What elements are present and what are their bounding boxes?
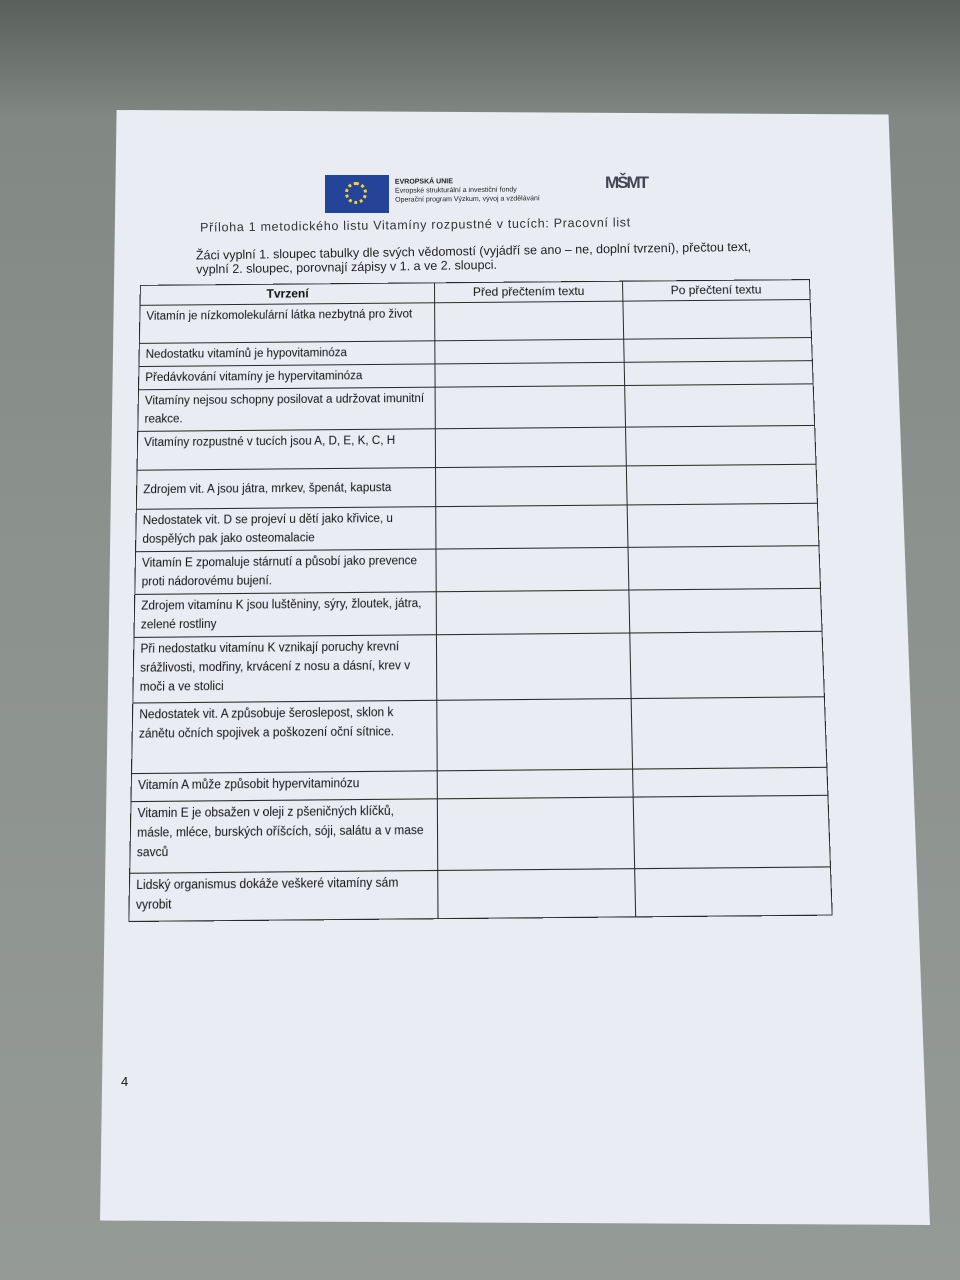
eu-line: Evropské strukturální a investiční fondy	[394, 186, 517, 195]
worksheet-table	[128, 279, 832, 922]
page-number: 4	[121, 1074, 129, 1089]
answer-after-cell[interactable]	[633, 795, 831, 868]
answer-before-cell[interactable]	[435, 362, 624, 387]
logo-strip	[325, 175, 655, 215]
answer-after-cell[interactable]	[627, 503, 819, 547]
eu-line: Operační program Výzkum, vývoj a vzdělávání	[395, 195, 540, 204]
worksheet-table-wrapper	[128, 279, 832, 919]
answer-before-cell[interactable]	[438, 869, 635, 919]
statement-cell: Nedostatek vit. A způsobuje šeroslepost, sklon k zánětu očních spojivek a poškození oční sítnice.	[132, 700, 438, 773]
answer-after-cell[interactable]	[631, 697, 827, 769]
answer-after-cell[interactable]	[623, 300, 812, 340]
answer-before-cell[interactable]	[436, 547, 628, 591]
answer-before-cell[interactable]	[436, 466, 627, 507]
eu-flag-icon	[325, 175, 389, 213]
instruction-text: Žáci vyplní 1. sloupec tabulky dle svých vědomostí (vyjádří se ano – ne, doplní tvrzení), přečtou text, vyplní 2. sloupec, porovnají zápisy v 1. a ve 2. sloupci.	[195, 239, 752, 277]
answer-after-cell[interactable]	[628, 546, 821, 590]
answer-before-cell[interactable]	[435, 339, 624, 364]
statement-cell: Vitamín E zpomaluje stárnutí a působí jako prevence proti nádorovému bujení.	[135, 549, 437, 594]
answer-before-cell[interactable]	[436, 505, 628, 549]
statement-cell: Vitamín je nízkomolekulární látka nezbytná pro život	[139, 303, 435, 344]
answer-before-cell[interactable]	[436, 427, 626, 467]
header-before-reading: Před přečtením textu	[435, 281, 623, 303]
eu-line: EVROPSKÁ UNIE	[394, 178, 453, 186]
statement-cell: Vitamin E je obsažen v oleji z pšeničných klíčků, másle, mléce, burských oříšcích, sóji, salátu a v mase savců	[130, 799, 438, 873]
answer-after-cell[interactable]	[632, 767, 828, 797]
page-title: Příloha 1 metodického listu Vitamíny rozpustné v tucích: Pracovní list	[199, 215, 631, 235]
eu-logo-text	[395, 176, 540, 205]
statement-cell: Lidský organismus dokáže veškeré vitamíny sám vyrobit	[129, 870, 439, 921]
statement-cell: Vitamín A může způsobit hypervitaminózu	[131, 771, 438, 802]
answer-before-cell[interactable]	[438, 797, 635, 870]
statement-cell: Nedostatek vit. D se projeví u dětí jako křivice, u dospělých pak jako osteomalacie	[136, 507, 437, 552]
answer-before-cell[interactable]	[437, 590, 630, 635]
statement-cell: Nedostatku vitamínů je hypovitaminóza	[139, 341, 435, 367]
answer-before-cell[interactable]	[437, 699, 632, 771]
statement-cell: Vitamíny rozpustné v tucích jsou A, D, E, K, C, H	[137, 429, 436, 470]
answer-before-cell[interactable]	[438, 769, 633, 799]
header-statement: Tvrzení	[140, 283, 435, 305]
answer-after-cell[interactable]	[624, 384, 814, 427]
answer-after-cell[interactable]	[629, 631, 824, 698]
statement-cell: Při nedostatku vitamínu K vznikají poruchy krevní srážlivosti, modřiny, krvácení z nosu a dásní, krev v moči a ve stolici	[133, 635, 437, 703]
answer-after-cell[interactable]	[629, 588, 822, 633]
desk-shadow	[0, 0, 960, 120]
answer-after-cell[interactable]	[623, 338, 812, 363]
answer-after-cell[interactable]	[634, 867, 832, 917]
answer-before-cell[interactable]	[435, 301, 623, 341]
statement-cell: Zdrojem vit. A jsou játra, mrkev, špenát, kapusta	[136, 468, 436, 510]
msmt-logo-icon: MŠMT	[605, 173, 648, 192]
header-after-reading: Po přečtení textu	[622, 280, 810, 302]
statement-cell: Předávkování vitamíny je hypervitaminóza	[139, 364, 436, 390]
answer-before-cell[interactable]	[435, 386, 625, 429]
answer-after-cell[interactable]	[626, 464, 817, 505]
answer-after-cell[interactable]	[624, 361, 813, 386]
statement-cell: Zdrojem vitamínu K jsou luštěniny, sýry, žloutek, játra, zelené rostliny	[134, 592, 437, 638]
statement-cell: Vitamíny nejsou schopny posilovat a udržovat imunitní reakce.	[138, 387, 436, 431]
answer-before-cell[interactable]	[437, 633, 631, 700]
answer-after-cell[interactable]	[625, 425, 816, 465]
